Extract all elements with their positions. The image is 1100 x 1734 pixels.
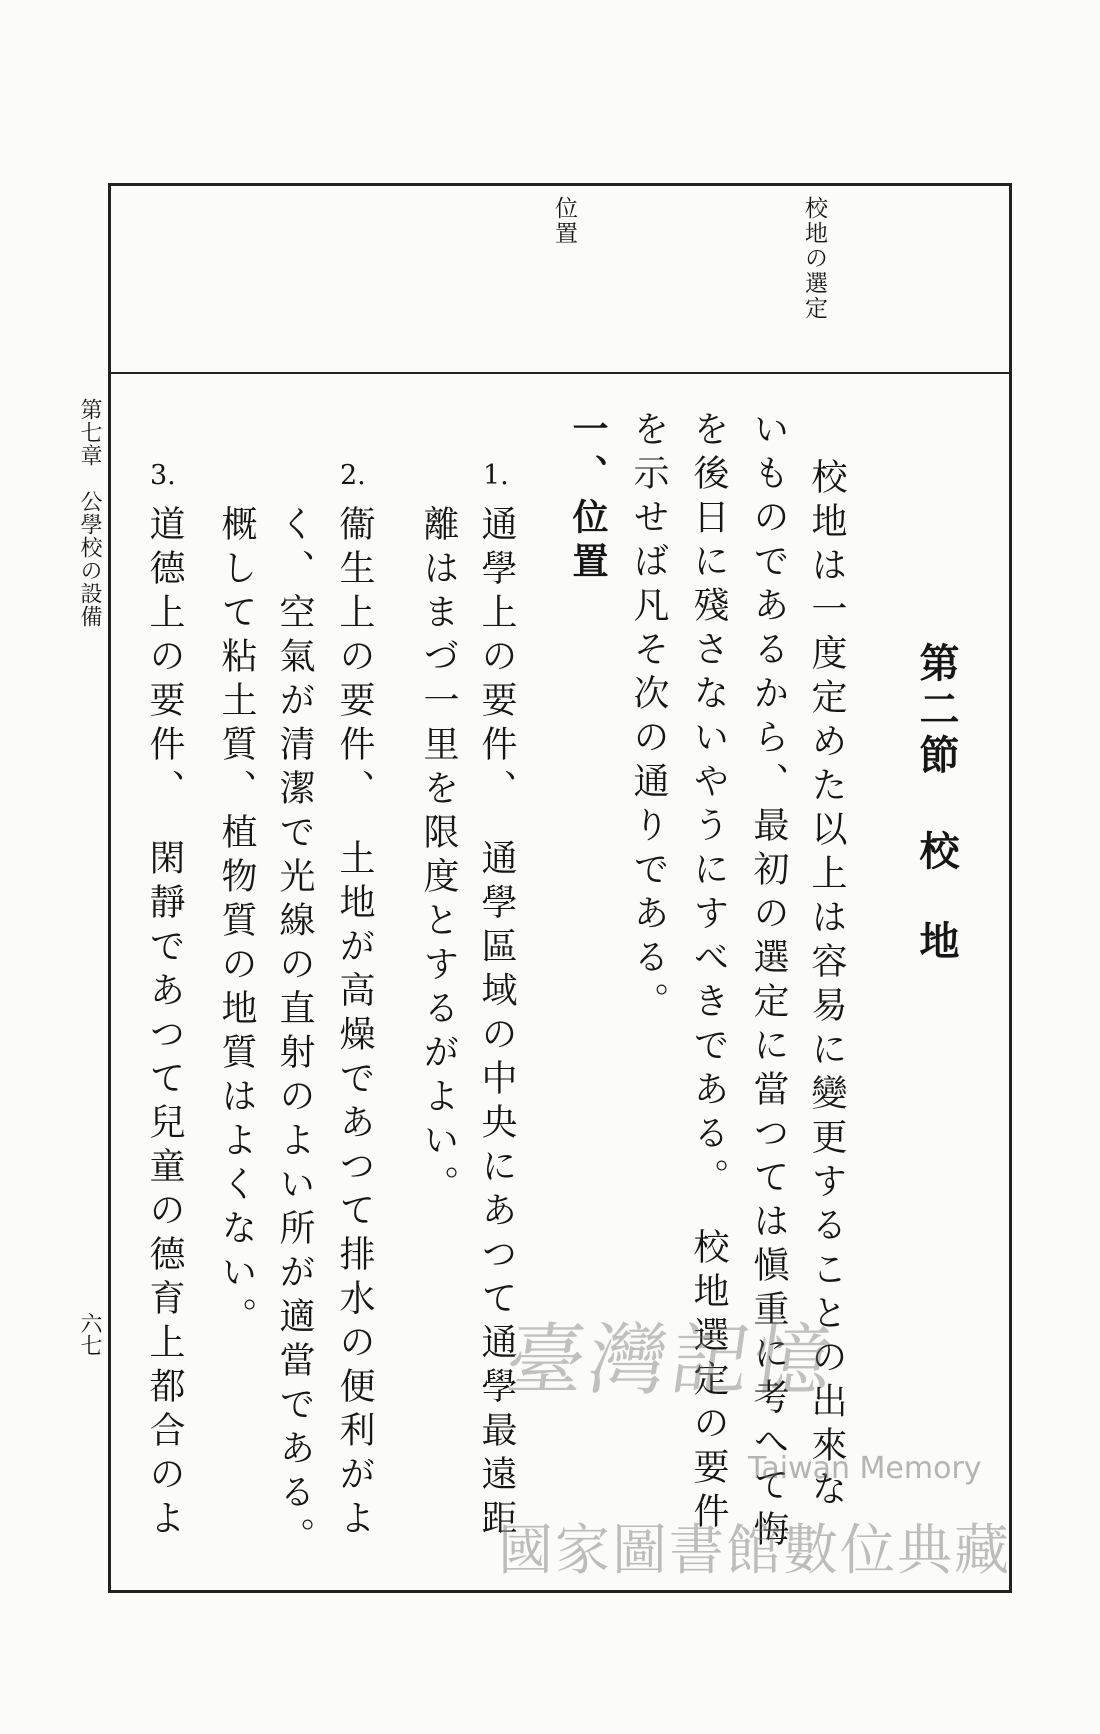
watermark-library: 國家圖書館數位典藏: [498, 1518, 1012, 1582]
list-number-2: 2.: [340, 460, 366, 491]
page-number: 六七: [77, 1312, 102, 1356]
body-line-4: を示せば凡そ次の通りである。: [628, 410, 669, 1026]
header-rule: [108, 372, 1012, 374]
body-line-3: を後日に殘さないやうにすべきである。 校地選定の要件: [688, 410, 729, 1536]
margin-note-selection: 校地の選定: [801, 196, 827, 321]
watermark-english: Taiwan Memory: [748, 1451, 982, 1486]
body-line-7: 衞生上の要件、 土地が高燥であつて排水の便利がよ: [334, 505, 375, 1543]
body-line-5: 通學上の要件、 通學區域の中央にあつて通學最遠距: [476, 505, 517, 1543]
running-head: 第七章 公學校の設備: [77, 398, 102, 628]
margin-note-position: 位置: [551, 196, 577, 246]
section-name: 校地: [913, 830, 960, 1010]
body-line-2: いものであるから、最初の選定に當つては愼重に考へて悔: [748, 410, 789, 1554]
body-line-10: 道德上の要件、 閑靜であつて兒童の德育上都合のよ: [144, 505, 185, 1543]
section-title: 第二節: [913, 642, 960, 780]
body-line-8: く、空氣が清潔で光線の直射のよい所が適當である。: [274, 505, 315, 1561]
subsection-heading-position: 一、位置: [567, 410, 609, 586]
body-line-6: 離はまづ一里を限度とするがよい。: [418, 505, 459, 1209]
watermark-title: 臺灣記憶: [500, 1316, 842, 1406]
list-number-3: 3.: [150, 460, 176, 491]
body-line-9: 概して粘土質、植物質の地質はよくない。: [216, 505, 257, 1341]
list-number-1: 1.: [483, 460, 509, 491]
body-line-1: 校地は一度定めた以上は容易に變更することの出來な: [806, 458, 847, 1514]
